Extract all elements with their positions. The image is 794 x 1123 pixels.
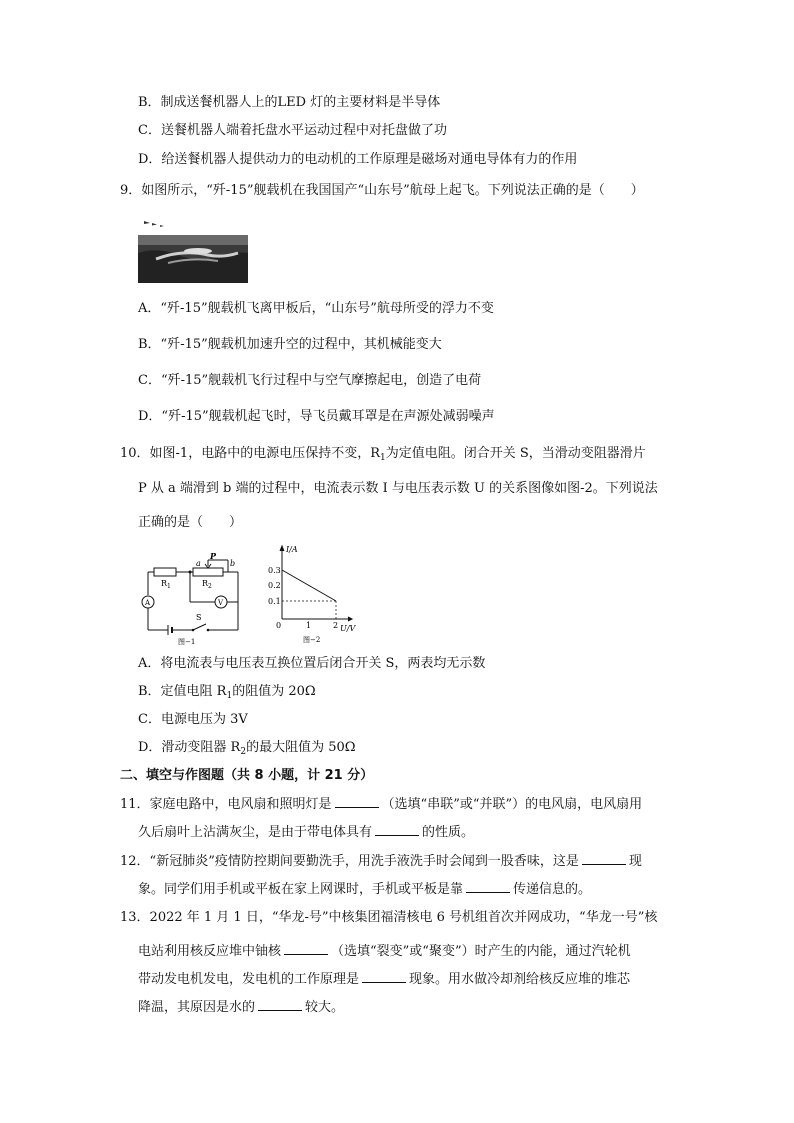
- y-tick-0.3: 0.3: [268, 566, 281, 575]
- ammeter-label: A: [145, 599, 151, 607]
- switch-label: S: [196, 613, 202, 622]
- q9-option-c: C．“歼-15”舰载机飞行过程中与空气摩擦起电，创造了电荷: [138, 373, 482, 388]
- figure-1-caption: 图−1: [178, 638, 196, 646]
- q10-stem-line1: 10．如图-1，电路中的电源电压保持不变，$R_1$为定值电阻。闭合开关 S，当滑动变阻器滑片: [120, 446, 646, 463]
- q11-blank-2[interactable]: [375, 822, 419, 836]
- q11-blank-1[interactable]: [335, 794, 379, 808]
- q9-option-b: B．“歼-15”舰载机加速升空的过程中，其机械能变大: [138, 337, 442, 352]
- q13-line4: 降温，其原因是水的 较大。: [138, 997, 344, 1017]
- voltmeter-label: V: [218, 599, 224, 607]
- q13-blank-3[interactable]: [258, 997, 302, 1011]
- carrier-jet-photo: [138, 213, 248, 283]
- q10-stem-line3: 正确的是（ ）: [138, 515, 243, 530]
- q9-stem: 9．如图所示，“歼-15”舰载机在我国国产“山东号”航母上起飞。下列说法正确的是（ ）: [120, 183, 644, 198]
- slider-p-label: P: [210, 551, 217, 561]
- y-axis-label: I/A: [286, 545, 298, 554]
- circuit-diagram-figure-1: [138, 550, 253, 646]
- q12-line2: 象。同学们用手机或平板在家上网课时，手机或平板是靠 传递信息的。: [138, 879, 591, 899]
- x-tick-0: 0: [276, 621, 282, 630]
- q8-option-b: B．制成送餐机器人上的LED 灯的主要材料是半导体: [138, 95, 441, 110]
- x-axis-label: U/V: [340, 624, 356, 633]
- q9-option-a: A．“歼-15”舰载机飞离甲板后，“山东号”航母所受的浮力不变: [138, 301, 494, 316]
- q13-line3: 带动发电机发电，发电机的工作原理是 现象。用水做冷却剂给核反应堆的堆芯: [138, 969, 630, 989]
- q11-line1: 11．家庭电路中，电风扇和照明灯是 （选填“串联”或“并联”）的电风扇，电风扇用: [120, 794, 642, 814]
- q8-option-c: C．送餐机器人端着托盘水平运动过程中对托盘做了功: [138, 123, 447, 138]
- terminal-a-label: a: [196, 559, 201, 568]
- q10-option-c: C．电源电压为 3V: [138, 712, 248, 727]
- q12-blank-1[interactable]: [582, 851, 626, 865]
- q11-line2: 久后扇叶上沾满灰尘，是由于带电体具有 的性质。: [138, 822, 474, 842]
- q9-option-d: D．“歼-15”舰载机起飞时，导飞员戴耳罩是在声源处减弱噪声: [138, 409, 495, 424]
- iu-graph-figure-2: [268, 543, 358, 644]
- q13-blank-1[interactable]: [284, 941, 328, 955]
- y-tick-0.2: 0.2: [268, 581, 281, 590]
- q10-option-a: A．将电流表与电压表互换位置后闭合开关 S，两表均无示数: [138, 656, 486, 671]
- q13-line2: 电站利用核反应堆中铀核 （选填“裂变”或“聚变”）时产生的内能，通过汽轮机: [138, 941, 631, 961]
- q10-option-d: D．滑动变阻器 $R_2$的最大阻值为 50Ω: [138, 740, 356, 757]
- q12-line1: 12．“新冠肺炎”疫情防控期间要勤洗手，用洗手液洗手时会闻到一股香味，这是 现: [120, 851, 642, 871]
- q12-blank-2[interactable]: [466, 879, 510, 893]
- y-tick-0.1: 0.1: [268, 597, 281, 606]
- r1-label: $R_1$: [161, 579, 171, 590]
- section-2-title: 二、填空与作图题（共 8 小题，计 21 分）: [120, 768, 374, 783]
- q13-line1: 13．2022 年 1 月 1 日，“华龙-号”中核集团福清核电 6 号机组首次并网成功，“华龙一号”核: [120, 910, 658, 925]
- q8-option-d: D．给送餐机器人提供动力的电动机的工作原理是磁场对通电导体有力的作用: [138, 152, 578, 167]
- x-tick-2: 2: [333, 621, 339, 630]
- q10-stem-line2: P 从 a 端滑到 b 端的过程中，电流表示数 I 与电压表示数 U 的关系图像如图-2。下列说法: [138, 481, 658, 496]
- terminal-b-label: b: [230, 559, 236, 568]
- q13-blank-2[interactable]: [362, 969, 406, 983]
- r2-label: $R_2$: [202, 579, 212, 590]
- q10-option-b: B．定值电阻 $R_1$的阻值为 20Ω: [138, 684, 316, 701]
- x-tick-1: 1: [306, 621, 312, 630]
- figure-2-caption: 图−2: [303, 636, 321, 644]
